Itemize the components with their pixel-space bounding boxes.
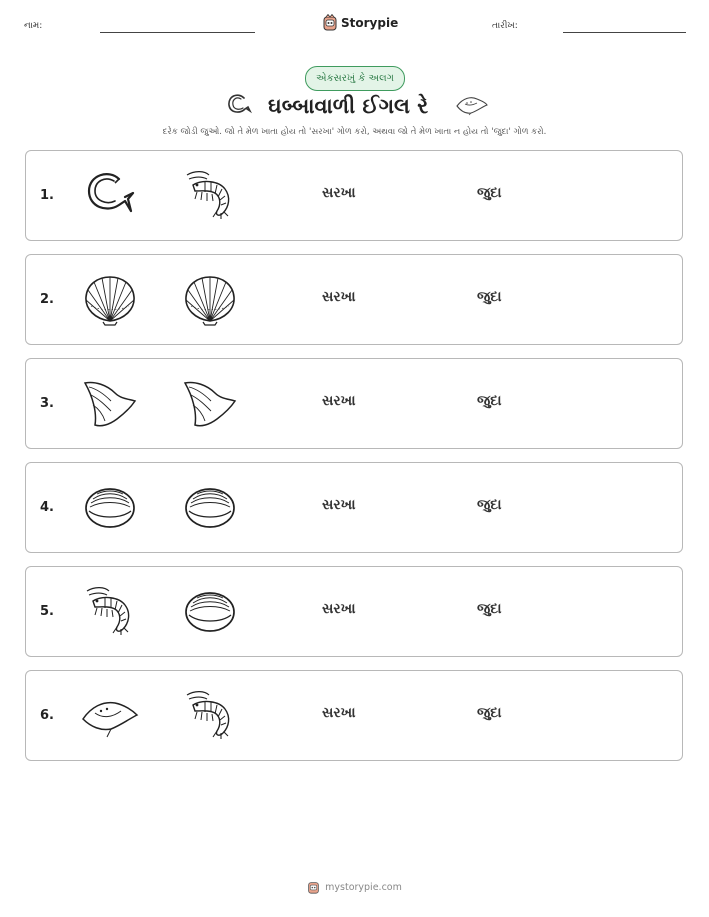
row-number: 3. [40, 396, 54, 411]
fin-icon [81, 377, 139, 431]
row-number: 5. [40, 604, 54, 619]
different-option[interactable]: જુદા [477, 497, 502, 513]
hook-fish-icon [81, 169, 139, 223]
scallop-shell-icon [181, 273, 239, 327]
instructions: દરેક જોડી જુઓ. જો તે મેળ ખાતા હોય તો 'સરખા' ગોળ કરો, અથવા જો તે મેળ ખાતા ન હોય તો 'જુદા' ગોળ કરો. [162, 127, 547, 137]
pair-row-6 [25, 670, 683, 761]
row-number: 2. [40, 292, 54, 307]
same-option[interactable]: સરખા [322, 705, 356, 721]
shrimp-icon [181, 169, 239, 223]
pair-row-2 [25, 254, 683, 345]
stingray-icon [455, 94, 489, 116]
footer [0, 880, 709, 895]
clam-icon [181, 481, 239, 535]
different-option[interactable]: જુદા [477, 393, 502, 409]
same-option[interactable]: સરખા [322, 289, 356, 305]
same-option[interactable]: સરખા [322, 393, 356, 409]
clam-icon [181, 585, 239, 639]
row-number: 6. [40, 708, 54, 723]
logo-text: Storypie [341, 16, 399, 30]
same-option[interactable]: સરખા [322, 497, 356, 513]
name-field[interactable] [100, 32, 255, 33]
shrimp-icon [181, 689, 239, 743]
row-number: 4. [40, 500, 54, 515]
pair-row-5 [25, 566, 683, 657]
pair-row-1 [25, 150, 683, 241]
different-option[interactable]: જુદા [477, 289, 502, 305]
different-option[interactable]: જુદા [477, 705, 502, 721]
date-field[interactable] [563, 32, 686, 33]
same-option[interactable]: સરખા [322, 601, 356, 617]
storypie-mascot-icon [307, 880, 320, 895]
clam-icon [81, 481, 139, 535]
pair-row-4 [25, 462, 683, 553]
worksheet-title: ઘબ્બાવાળી ઈગલ રે [268, 94, 429, 118]
same-option[interactable]: સરખા [322, 185, 356, 201]
shrimp-icon [81, 585, 139, 639]
stingray-icon [81, 689, 139, 743]
footer-url[interactable]: mystorypie.com [325, 882, 402, 893]
pair-row-3 [25, 358, 683, 449]
name-label: નામ: [24, 21, 43, 31]
date-label: તારીખ: [492, 21, 518, 31]
scallop-shell-icon [81, 273, 139, 327]
hook-fish-icon [224, 92, 252, 118]
different-option[interactable]: જુદા [477, 601, 502, 617]
activity-badge: એકસરખું કે અલગ [305, 66, 405, 91]
storypie-logo [322, 13, 398, 33]
row-number: 1. [40, 188, 54, 203]
fin-icon [181, 377, 239, 431]
different-option[interactable]: જુદા [477, 185, 502, 201]
title-row [0, 90, 709, 122]
storypie-mascot-icon [322, 14, 338, 32]
